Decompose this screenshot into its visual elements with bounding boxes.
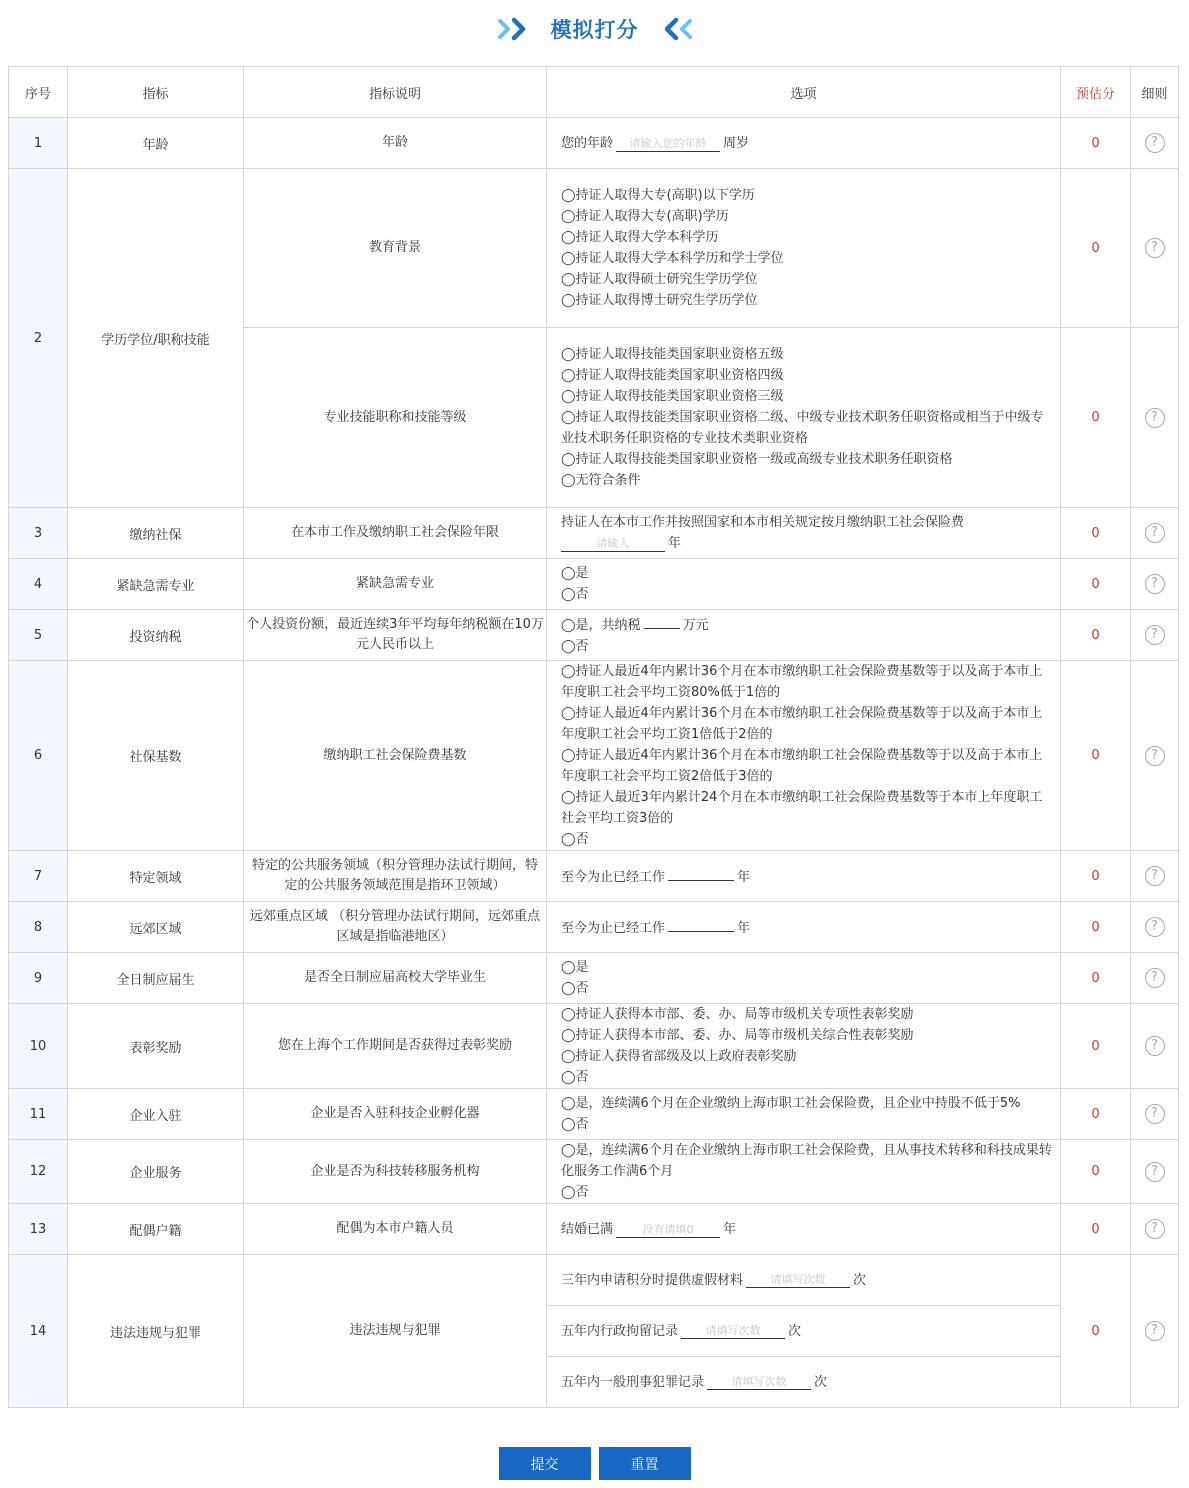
row-score: 0 (1061, 851, 1131, 902)
row-indicator: 企业入驻 (68, 1089, 244, 1140)
help-icon[interactable]: ? (1145, 968, 1165, 988)
row-options (547, 902, 1061, 953)
row-description: 特定的公共服务领域（积分管理办法试行期间，特定的公共服务领域范围是指环卫领域） (244, 851, 547, 902)
table-row (9, 661, 1179, 851)
row-index: 7 (9, 851, 68, 902)
detention-label: 五年内行政拘留记录 (561, 1323, 679, 1339)
table-row (9, 610, 1179, 661)
row-indicator: 紧缺急需专业 (68, 559, 244, 610)
option-radio[interactable]: ◯持证人取得硕士研究生学历学位 (561, 272, 758, 287)
help-icon[interactable]: ? (1145, 917, 1165, 937)
social-insurance-text: 持证人在本市工作并按照国家和本市相关规定按月缴纳职工社会保险费 (561, 515, 965, 530)
row-score: 0 (1061, 953, 1131, 1004)
help-icon[interactable]: ? (1145, 523, 1165, 543)
option-radio-yes[interactable]: ◯是，共纳税 (561, 618, 641, 633)
row-score: 0 (1061, 1204, 1131, 1255)
help-icon[interactable]: ? (1145, 574, 1165, 594)
row-description: 是否全日制应届高校大学毕业生 (244, 953, 547, 1004)
table-row (9, 118, 1179, 169)
row-detail[interactable] (1131, 1255, 1179, 1408)
criminal-label: 五年内一般刑事犯罪记录 (561, 1374, 705, 1390)
row-options (547, 610, 1061, 661)
row-options (547, 1089, 1061, 1140)
row-options (547, 851, 1061, 902)
row-index: 3 (9, 508, 68, 559)
work-years-label: 至今为止已经工作 (561, 920, 666, 936)
work-years-label: 至今为止已经工作 (561, 869, 666, 885)
row-detail[interactable] (1131, 1004, 1179, 1089)
table-row (9, 559, 1179, 610)
table-row (9, 169, 1179, 328)
table-row (9, 851, 1179, 902)
option-radio-no[interactable]: ◯否 (561, 639, 589, 654)
row-score: 0 (1061, 169, 1131, 328)
row-index: 4 (9, 559, 68, 610)
insurance-years-input[interactable]: 请输入 (561, 536, 665, 552)
help-icon[interactable]: ? (1145, 866, 1165, 886)
option-radio-no[interactable]: ◯否 (561, 587, 589, 602)
help-icon[interactable]: ? (1145, 408, 1165, 428)
row-detail[interactable] (1131, 902, 1179, 953)
criminal-unit: 次 (814, 1374, 828, 1390)
row-index: 1 (9, 118, 68, 169)
row-score: 0 (1061, 661, 1131, 851)
help-icon[interactable]: ? (1145, 1162, 1165, 1182)
row-options (547, 328, 1061, 508)
option-radio[interactable]: ◯持证人取得技能类国家职业资格三级 (561, 389, 784, 404)
detention-input[interactable]: 请填写次数 (681, 1323, 785, 1339)
option-radio-no[interactable]: ◯否 (561, 832, 589, 847)
option-radio[interactable]: ◯无符合条件 (561, 473, 641, 488)
table-row (9, 1140, 1179, 1204)
row-indicator: 年龄 (68, 118, 244, 169)
row-detail[interactable] (1131, 559, 1179, 610)
option-radio-yes[interactable]: ◯是，连续满6个月在企业缴纳上海市职工社会保险费，且从事技术转移和科技成果转化服务工作满6个月 (561, 1143, 1052, 1179)
age-input[interactable]: 请输入您的年龄 (616, 136, 720, 152)
row-indicator: 特定领域 (68, 851, 244, 902)
help-icon[interactable]: ? (1145, 746, 1165, 766)
row-indicator: 社保基数 (68, 661, 244, 851)
option-radio-no[interactable]: ◯否 (561, 1185, 589, 1200)
header-indicator: 指标 (68, 67, 244, 118)
reset-button[interactable]: 重置 (599, 1447, 691, 1480)
option-radio-yes[interactable]: ◯是，连续满6个月在企业缴纳上海市职工社会保险费，且企业中持股不低于5% (561, 1096, 1021, 1111)
option-radio-yes[interactable]: ◯是 (561, 566, 589, 581)
option-radio-no[interactable]: ◯否 (561, 981, 589, 996)
work-years-unit: 年 (737, 869, 751, 885)
row-indicator: 违法违规与犯罪 (68, 1255, 244, 1408)
row-score: 0 (1061, 1140, 1131, 1204)
row-index: 5 (9, 610, 68, 661)
option-radio[interactable]: ◯持证人获得本市部、委、办、局等市级机关综合性表彰奖励 (561, 1028, 914, 1043)
row-index: 2 (9, 169, 68, 508)
option-radio[interactable]: ◯持证人取得博士研究生学历学位 (561, 293, 758, 308)
marriage-years-label: 结婚已满 (561, 1221, 614, 1237)
work-years-input[interactable] (668, 865, 734, 881)
row-options (547, 1140, 1061, 1204)
row-indicator: 投资纳税 (68, 610, 244, 661)
option-radio[interactable]: ◯持证人取得技能类国家职业资格五级 (561, 347, 784, 362)
help-icon[interactable]: ? (1145, 133, 1165, 153)
row-options (547, 661, 1061, 851)
row-index: 12 (9, 1140, 68, 1204)
option-radio-no[interactable]: ◯否 (561, 1070, 589, 1085)
row-detail[interactable] (1131, 328, 1179, 508)
header-description: 指标说明 (244, 67, 547, 118)
row-indicator: 表彰奖励 (68, 1004, 244, 1089)
violation-subrow (547, 1357, 1060, 1407)
row-description: 您在上海个工作期间是否获得过表彰奖励 (244, 1004, 547, 1089)
table-row (9, 953, 1179, 1004)
row-options (547, 118, 1061, 169)
row-detail[interactable] (1131, 118, 1179, 169)
option-radio[interactable]: ◯持证人获得本市部、委、办、局等市级机关专项性表彰奖励 (561, 1007, 914, 1022)
row-index: 8 (9, 902, 68, 953)
row-detail[interactable] (1131, 1204, 1179, 1255)
row-description: 在本市工作及缴纳职工社会保险年限 (244, 508, 547, 559)
row-score: 0 (1061, 1089, 1131, 1140)
table-row (9, 902, 1179, 953)
marriage-years-unit: 年 (723, 1221, 737, 1237)
table-row (9, 1204, 1179, 1255)
row-options (547, 953, 1061, 1004)
table-row (9, 1255, 1179, 1408)
row-description: 年龄 (244, 118, 547, 169)
false-material-input[interactable]: 请填写次数 (746, 1272, 850, 1288)
help-icon[interactable]: ? (1145, 1104, 1165, 1124)
option-radio[interactable]: ◯持证人取得大学本科学历和学士学位 (561, 251, 784, 266)
row-detail[interactable] (1131, 610, 1179, 661)
option-radio-no[interactable]: ◯否 (561, 1117, 589, 1132)
table-row (9, 1004, 1179, 1089)
option-radio[interactable]: ◯持证人最近4年内累计36个月在本市缴纳职工社会保险费基数等于以及高于本市上年度职工社会平均工资1倍低于2倍的 (561, 706, 1043, 742)
row-detail[interactable] (1131, 508, 1179, 559)
work-years-input[interactable] (668, 916, 734, 932)
row-index: 10 (9, 1004, 68, 1089)
option-radio[interactable]: ◯持证人取得大学本科学历 (561, 230, 719, 245)
row-options (547, 1255, 1061, 1408)
row-score: 0 (1061, 508, 1131, 559)
row-options (547, 1004, 1061, 1089)
help-icon[interactable]: ? (1145, 1219, 1165, 1239)
option-radio[interactable]: ◯持证人取得技能类国家职业资格二级、中级专业技术职务任职资格或相当于中级专业技术职务任职资格的专业技术类职业资格 (561, 410, 1044, 446)
marriage-years-input[interactable]: 没有请填0 (616, 1222, 720, 1238)
row-indicator: 企业服务 (68, 1140, 244, 1204)
row-indicator: 配偶户籍 (68, 1204, 244, 1255)
row-detail[interactable] (1131, 1089, 1179, 1140)
option-radio[interactable]: ◯持证人取得大专(高职)学历 (561, 209, 729, 224)
row-description: 企业是否入驻科技企业孵化器 (244, 1089, 547, 1140)
table-row (9, 1089, 1179, 1140)
header-index: 序号 (9, 67, 68, 118)
row-score: 0 (1061, 559, 1131, 610)
help-icon[interactable]: ? (1145, 1321, 1165, 1341)
row-description: 教育背景 (244, 169, 547, 328)
row-score: 0 (1061, 902, 1131, 953)
row-description: 个人投资份额，最近连续3年平均每年纳税额在10万元人民币以上 (244, 610, 547, 661)
violation-subrow (547, 1306, 1060, 1357)
row-detail[interactable] (1131, 851, 1179, 902)
help-icon[interactable]: ? (1145, 625, 1165, 645)
age-label: 您的年龄 (561, 135, 614, 151)
submit-button[interactable]: 提交 (499, 1447, 591, 1480)
false-material-unit: 次 (853, 1272, 867, 1288)
row-index: 9 (9, 953, 68, 1004)
row-detail[interactable] (1131, 661, 1179, 851)
header-estimate: 预估分 (1061, 67, 1131, 118)
row-score: 0 (1061, 610, 1131, 661)
table-row (9, 508, 1179, 559)
false-material-label: 三年内申请积分时提供虚假材料 (561, 1272, 744, 1288)
row-index: 14 (9, 1255, 68, 1408)
row-detail[interactable] (1131, 169, 1179, 328)
score-table (8, 66, 1179, 1408)
row-score: 0 (1061, 328, 1131, 508)
option-radio[interactable]: ◯持证人获得省部级及以上政府表彰奖励 (561, 1049, 797, 1064)
row-score: 0 (1061, 118, 1131, 169)
insurance-years-unit: 年 (668, 536, 682, 551)
row-options (547, 508, 1061, 559)
help-icon[interactable]: ? (1145, 238, 1165, 258)
option-radio[interactable]: ◯持证人最近4年内累计36个月在本市缴纳职工社会保险费基数等于以及高于本市上年度职工社会平均工资80%低于1倍的 (561, 664, 1043, 700)
tax-amount-input[interactable] (644, 613, 680, 629)
page-header (0, 0, 1189, 58)
row-indicator: 全日制应届生 (68, 953, 244, 1004)
form-actions (0, 1447, 1189, 1480)
option-radio[interactable]: ◯持证人取得技能类国家职业资格四级 (561, 368, 784, 383)
tax-amount-unit: 万元 (682, 618, 709, 633)
work-years-unit: 年 (737, 920, 751, 936)
row-description: 缴纳职工社会保险费基数 (244, 661, 547, 851)
row-indicator: 远郊区域 (68, 902, 244, 953)
violation-subrow (547, 1255, 1060, 1306)
option-radio[interactable]: ◯持证人取得大专(高职)以下学历 (561, 188, 755, 203)
header-detail: 细则 (1131, 67, 1179, 118)
row-index: 13 (9, 1204, 68, 1255)
table-header-row (9, 67, 1179, 118)
row-options (547, 1204, 1061, 1255)
row-indicator: 缴纳社保 (68, 508, 244, 559)
help-icon[interactable]: ? (1145, 1036, 1165, 1056)
page-title: 模拟打分 (550, 18, 639, 42)
row-index: 6 (9, 661, 68, 851)
row-score: 0 (1061, 1255, 1131, 1408)
row-indicator: 学历学位/职称技能 (68, 169, 244, 508)
row-options (547, 559, 1061, 610)
option-radio[interactable]: ◯持证人取得技能类国家职业资格一级或高级专业技术职务任职资格 (561, 452, 953, 467)
option-radio[interactable]: ◯持证人最近3年内累计24个月在本市缴纳职工社会保险费基数等于本市上年度职工社会平均工资3倍的 (561, 790, 1043, 826)
row-description: 配偶为本市户籍人员 (244, 1204, 547, 1255)
row-options (547, 169, 1061, 328)
row-description: 远郊重点区域 （积分管理办法试行期间，远郊重点区域是指临港地区） (244, 902, 547, 953)
row-score: 0 (1061, 1004, 1131, 1089)
header-options: 选项 (547, 67, 1061, 118)
age-unit: 周岁 (723, 135, 750, 151)
option-radio[interactable]: ◯持证人最近4年内累计36个月在本市缴纳职工社会保险费基数等于以及高于本市上年度职工社会平均工资2倍低于3倍的 (561, 748, 1043, 784)
row-description: 紧缺急需专业 (244, 559, 547, 610)
criminal-input[interactable]: 请填写次数 (707, 1374, 811, 1390)
row-description: 违法违规与犯罪 (244, 1255, 547, 1408)
row-description: 企业是否为科技转移服务机构 (244, 1140, 547, 1204)
detention-unit: 次 (788, 1323, 802, 1339)
row-detail[interactable] (1131, 953, 1179, 1004)
row-description: 专业技能职称和技能等级 (244, 328, 547, 508)
row-index: 11 (9, 1089, 68, 1140)
row-detail[interactable] (1131, 1140, 1179, 1204)
double-chevron-left-icon (659, 17, 693, 41)
option-radio-yes[interactable]: ◯是 (561, 960, 589, 975)
double-chevron-right-icon (497, 17, 531, 41)
